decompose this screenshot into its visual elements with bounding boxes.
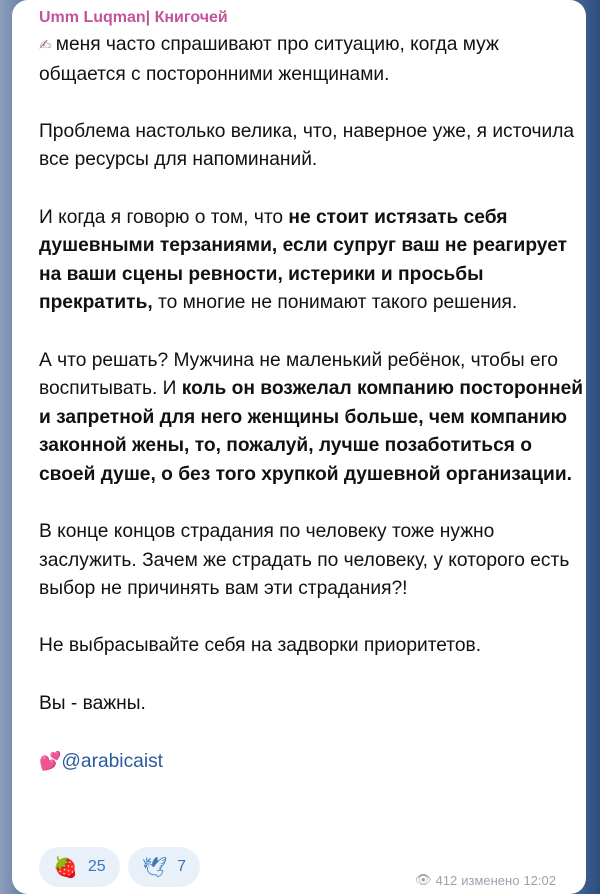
paragraph [39, 690, 589, 719]
channel-link[interactable]: @arabicaist [61, 750, 164, 772]
timestamp: 12:02 [523, 872, 556, 888]
paragraph [39, 204, 589, 318]
text: В конце концов страдания по человеку тоже нужно заслужить. Зачем же страдать по человеку, у которого есть выбор не причинять вам эти страдания?! [39, 521, 570, 600]
text: Проблема настолько велика, что, наверное уже, я источила все ресурсы для напоминаний. [39, 120, 575, 171]
paragraph [39, 118, 589, 175]
text: меня часто спрашивают про ситуацию, когда муж общается с посторонними женщинами. [39, 34, 499, 85]
bold-text: не стоит истязать себя душевными терзаниями, если супруг ваш не реагирует на ваши сцены ревности, истерики и просьбы прекратить, [39, 206, 568, 314]
hearts-icon: 💕 [39, 750, 62, 771]
channel-author[interactable]: Umm Luqman| Книгочей [39, 9, 228, 26]
paragraph [39, 347, 589, 490]
text: Вы - важны. [39, 692, 146, 714]
text: то многие не понимают такого решения. [152, 292, 518, 314]
reaction-count: 7 [177, 858, 186, 875]
reaction-count: 25 [87, 858, 106, 875]
eye-icon: 👁 [415, 872, 432, 887]
text: А что решать? Мужчина не маленький ребёнок, чтобы его воспитывать. И [39, 349, 558, 400]
strawberry-icon: 🍓 [53, 856, 78, 879]
text: Не выбрасывайте себя на задворки приоритетов. [39, 635, 482, 657]
reaction-button[interactable] [128, 847, 200, 887]
text: И когда я говорю о том, что [39, 206, 289, 228]
edited-label: изменено [461, 872, 520, 888]
dove-icon: 🕊 [141, 856, 168, 879]
paragraph [39, 518, 589, 604]
bold-text: коль он возжелал компанию посторонней и запретной для него женщины больше, чем компанию законной жены, то, пожалуй, лучше позаботиться о своей душе, о без того хрупкой душевной организации. [39, 378, 584, 485]
message-text [39, 31, 589, 805]
views-count: 412 [435, 872, 458, 888]
message-meta [415, 872, 556, 888]
writing-hand-icon: ✍ [39, 37, 56, 54]
signature [39, 747, 589, 777]
paragraph [39, 31, 589, 89]
message-bubble [12, 0, 586, 894]
paragraph [39, 632, 589, 661]
reaction-button[interactable] [39, 847, 120, 887]
reactions [39, 847, 200, 887]
